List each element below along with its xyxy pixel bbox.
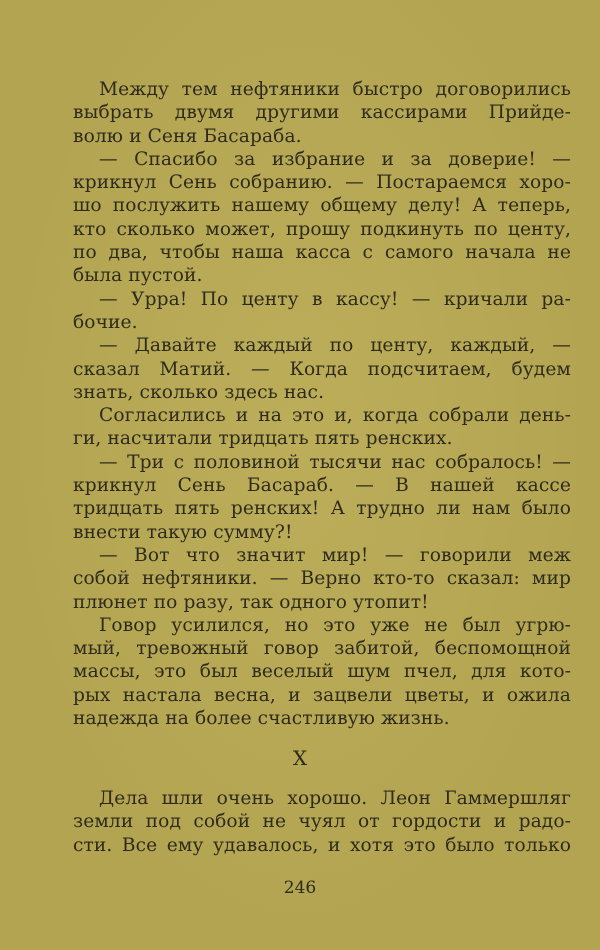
text-line: волю и Сеня Басараба. [73, 125, 302, 147]
text-line: шо послужить нашему общему делу! А теперь, [73, 195, 571, 217]
text-line: знать, сколько здесь нас. [73, 381, 325, 403]
text-line: тридцать пять ренских! А трудно ли нам было [73, 498, 571, 520]
text-line: массы, это был веселый шум пчел, для кото- [73, 661, 571, 683]
text-line: внести такую сумму?! [73, 521, 293, 543]
chapter-text-block [73, 787, 571, 857]
page-number: 246 [283, 878, 317, 898]
text-line: — Давайте каждый по центу, каждый, — [99, 335, 571, 357]
text-line: плюнет по разу, так одного утопит! [73, 591, 429, 613]
main-text-block [73, 78, 571, 730]
text-line: — Три с половиной тысячи нас собралось! — [99, 451, 571, 473]
text-line: выбрать двумя другими кассирами Прийде- [73, 102, 571, 124]
text-line: Дела шли очень хорошо. Леон Гаммершляг [99, 788, 571, 809]
text-line: была пустой. [73, 265, 203, 287]
text-line: мый, тревожный говор забитой, беспомощной [73, 638, 571, 660]
text-line: — Спасибо за избрание и за доверие! — [99, 148, 571, 170]
text-line: собой нефтяники. — Верно кто-то сказал: мир [73, 568, 571, 590]
text-line: Между тем нефтяники быстро договорились [99, 79, 571, 100]
text-line: бочие. [73, 311, 138, 333]
text-line: — Вот что значит мир! — говорили меж [99, 544, 571, 566]
text-line: крикнул Сень собранию. — Постараемся хоро- [73, 172, 571, 194]
text-line: сказал Матий. — Когда подсчитаем, будем [73, 358, 571, 380]
text-line: рых настала весна, и зацвели цветы, и ожила [73, 684, 571, 706]
text-line: ги, насчитали тридцать пять ренских. [73, 428, 453, 450]
text-line: по два, чтобы наша касса с самого начала не [73, 242, 571, 264]
chapter-heading: X [292, 746, 308, 770]
text-line: Согласились и на это и, когда собрали день- [99, 405, 571, 427]
text-line: кто сколько может, прошу подкинуть по центу, [73, 218, 571, 240]
text-line: сти. Все ему удавалось, и хотя это было только [73, 834, 571, 856]
text-line: — Урра! По центу в кассу! — кричали ра- [99, 288, 571, 310]
text-line: крикнул Сень Басараб. — В нашей кассе [73, 475, 571, 497]
text-line: надежда на более счастливую жизнь. [73, 708, 450, 730]
text-line: Говор усилился, но это уже не был угрю- [99, 614, 571, 636]
text-line: земли под собой не чуял от гордости и радо- [73, 811, 571, 833]
